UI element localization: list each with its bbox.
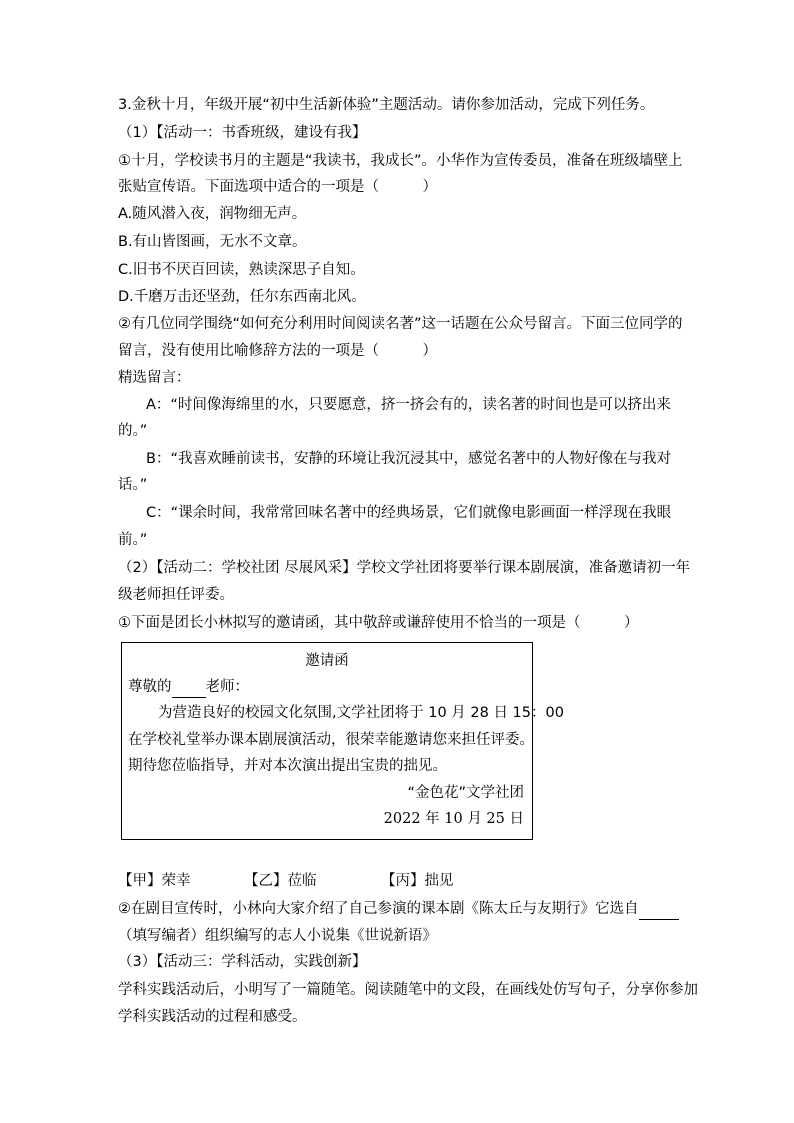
message-c-line2: 前。”	[118, 532, 148, 548]
activity3-line1: 学科实践活动后，小明写了一篇随笔。阅读随笔中的文段，在画线处仿写句子，分享你参加	[118, 982, 698, 998]
choice-jia: 【甲】荣幸	[118, 873, 191, 889]
letter-greeting-pre: 尊敬的	[128, 679, 172, 695]
letter-body-line3: 期待您莅临指导，并对本次演出提出宝贵的拙见。	[128, 758, 447, 774]
greeting-blank[interactable]	[172, 677, 206, 698]
letter-body-line1: 为营造良好的校园文化氛围,文学社团将于 10 月 28 日 15：00	[158, 705, 564, 721]
letter-date: 2022 年 10 月 25 日	[383, 811, 524, 827]
message-c-line1: C：“课余时间，我常常回味名著中的经典场景，它们就像电影画面一样浮现在我眼	[146, 505, 672, 521]
option-d: D.千磨万击还坚劲，任尔东西南北风。	[118, 289, 366, 305]
invitation-letter	[121, 642, 564, 840]
message-a-line2: 的。”	[118, 423, 148, 439]
option-a: A.随风潜入夜，润物细无声。	[118, 206, 307, 222]
message-b-line1: B：“我喜欢睡前读书，安静的环境让我沉浸其中，感觉名著中的人物好像在与我对	[146, 451, 671, 467]
question-intro: 3.金秋十月，年级开展“初中生活新体验”主题活动。请你参加活动，完成下列任务。	[118, 97, 655, 113]
activity2-line1: （2）【活动二：学校社团 尽展风采】学校文学社团将要举行课本剧展演，准备邀请初一年	[118, 560, 691, 576]
activity3-line2: 学科实践活动的过程和感受。	[118, 1009, 307, 1025]
choice-yi: 【乙】莅临	[244, 873, 317, 889]
activity3-title: （3）【活动三：学科活动，实践创新】	[118, 954, 367, 970]
letter-signature: “金色花”文学社团	[407, 785, 524, 801]
letter-body-line2: 在学校礼堂举办课本剧展演活动，很荣幸能邀请您来担任评委。	[128, 732, 534, 748]
q3-line: ①下面是团长小林拟写的邀请函，其中敬辞或谦辞使用不恰当的一项是（ ）	[118, 615, 639, 631]
q1-line2: 张贴宣传语。下面选项中适合的一项是（ ）	[118, 179, 437, 195]
message-a-line1: A：“时间像海绵里的水，只要愿意，挤一挤会有的，读名著的时间也是可以挤出来	[146, 397, 671, 413]
q2-line1: ②有几位同学围绕“如何充分利用时间阅读名著”这一话题在公众号留言。下面三位同学的	[118, 316, 683, 332]
letter-greeting-post: 老师：	[205, 679, 249, 695]
q4-line1	[118, 899, 679, 920]
q4-line2: （填写编者）组织编写的志人小说集《世说新语》	[118, 928, 437, 944]
q2-line2: 留言，没有使用比喻修辞方法的一项是（ ）	[118, 343, 437, 359]
message-b-line2: 话。”	[118, 477, 148, 493]
letter-greeting	[128, 677, 249, 698]
messages-heading: 精选留言：	[118, 370, 191, 386]
editor-blank[interactable]	[639, 899, 679, 920]
activity1-title: （1）【活动一：书香班级，建设有我】	[118, 125, 367, 141]
q1-line1: ①十月，学校读书月的主题是“我读书，我成长”。小华作为宣传委员，准备在班级墙壁上	[118, 153, 683, 169]
letter-title: 邀请函	[305, 653, 349, 669]
q4-line1-text: ②在剧目宣传时，小林向大家介绍了自己参演的课本剧《陈太丘与友期行》它选自	[118, 901, 639, 917]
option-c: C.旧书不厌百回读，熟读深思子自知。	[118, 262, 365, 278]
activity2-line2: 级老师担任评委。	[118, 587, 234, 603]
option-b: B.有山皆图画，无水不文章。	[118, 234, 307, 250]
choice-bing: 【丙】拙见	[381, 873, 454, 889]
